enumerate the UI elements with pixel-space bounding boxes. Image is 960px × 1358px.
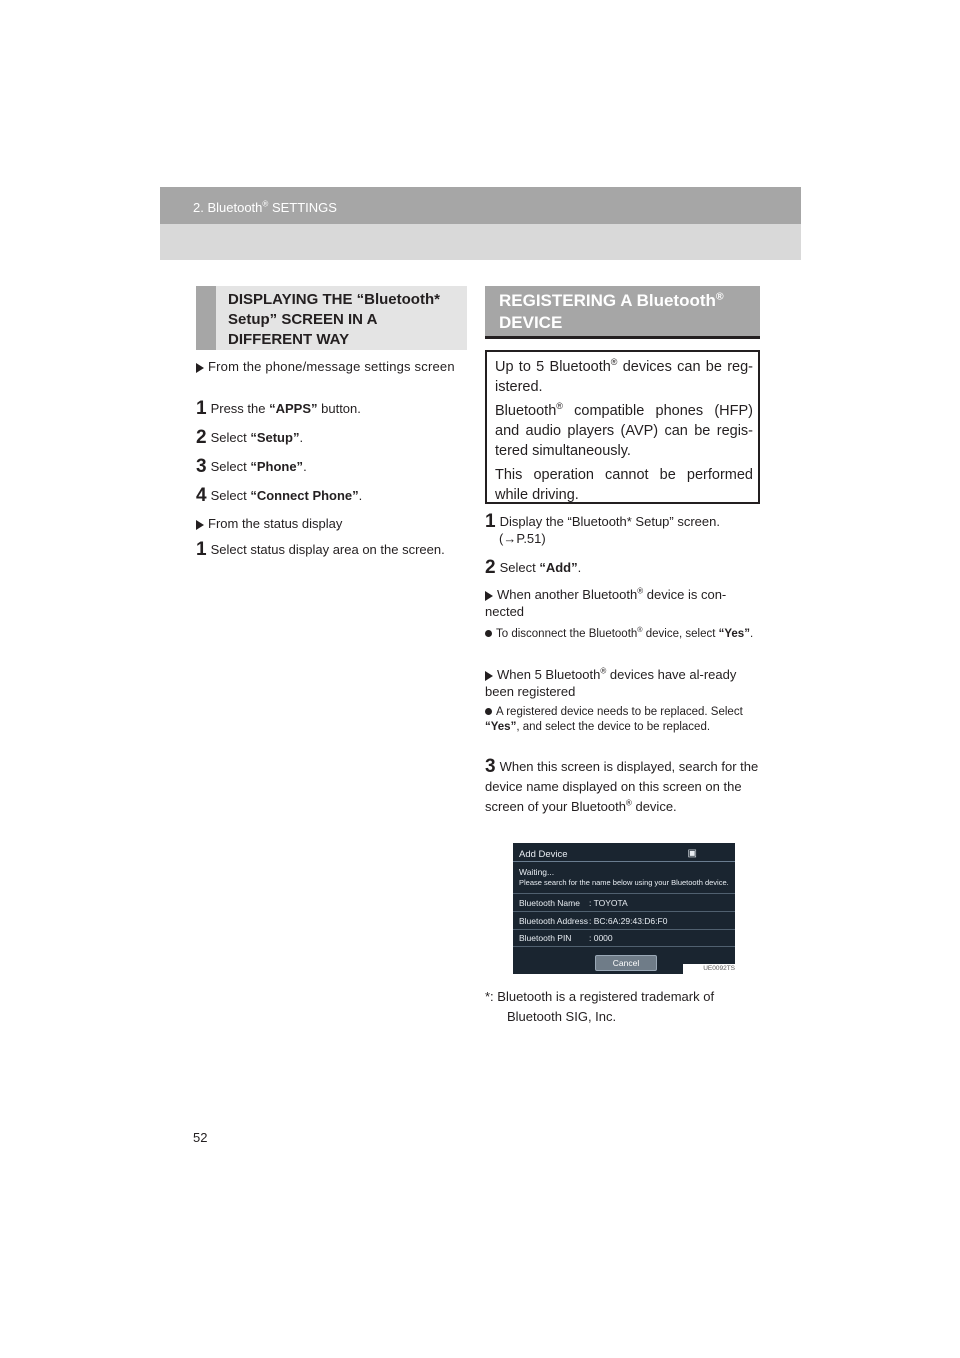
image-code: UE0092TS: [683, 964, 735, 974]
screen-instruction: Please search for the name below using your Bluetooth device.: [519, 878, 729, 887]
row-label: Bluetooth Address: [519, 916, 588, 926]
case-five-registered: When 5 Bluetooth® devices have al-ready been registered: [485, 666, 737, 699]
bullet-dot-icon: [485, 708, 492, 715]
step-status-1: 1 Select status display area on the screen.: [196, 539, 445, 560]
triangle-arrow-icon: [485, 591, 493, 601]
subheading-phone-settings: From the phone/message settings screen: [196, 358, 467, 375]
right-step-3: 3 When this screen is displayed, search for the device name displayed on this screen on the screen of your Bluetooth® device.: [485, 756, 759, 814]
section-header: 2. Bluetooth® SETTINGS: [193, 199, 337, 215]
info-note-box: [485, 350, 760, 504]
step-1: 1 Press the “APPS” button.: [196, 398, 361, 419]
row-label: Bluetooth Name: [519, 898, 580, 908]
bullet-dot-icon: [485, 630, 492, 637]
case-another-device: When another Bluetooth® device is con-nected: [485, 586, 727, 619]
cancel-button[interactable]: Cancel: [595, 955, 657, 971]
right-step-2: 2 Select “Add”.: [485, 557, 582, 578]
triangle-arrow-icon: [485, 671, 493, 681]
left-section-title: DISPLAYING THE “Bluetooth* Setup” SCREEN IN A DIFFERENT WAY: [228, 291, 440, 348]
triangle-arrow-icon: [196, 363, 204, 373]
page-number: 52: [193, 1130, 208, 1145]
screen-title: Add Device: [519, 849, 568, 860]
add-device-screenshot: [513, 843, 735, 974]
row-value: : TOYOTA: [589, 898, 628, 908]
bullet-disconnect: To disconnect the Bluetooth® device, select “Yes”.: [485, 627, 760, 642]
step-3: 3 Select “Phone”.: [196, 456, 307, 477]
step-2: 2 Select “Setup”.: [196, 427, 304, 448]
note-paragraph: This operation cannot be performed while driving.: [495, 467, 753, 503]
footnote: *: Bluetooth is a registered trademark of Bluetooth SIG, Inc.: [485, 989, 715, 1024]
right-section-title: REGISTERING A Bluetooth® DEVICE: [499, 290, 724, 332]
subheading-status-display: From the status display: [196, 515, 342, 532]
screen-waiting: Waiting...: [519, 867, 555, 877]
header-band-lower: [160, 224, 801, 260]
right-step-1: 1 Display the “Bluetooth* Setup” screen. (→P.51): [485, 511, 720, 546]
triangle-arrow-icon: [196, 520, 204, 530]
row-value: : 0000: [589, 933, 613, 943]
note-paragraph: Bluetooth® compatible phones (HFP) and audio players (AVP) can be regis-tered simultaneously.: [495, 401, 753, 459]
note-paragraph: Up to 5 Bluetooth® devices can be reg-istered.: [495, 357, 753, 395]
lock-icon: ▣: [687, 848, 697, 859]
row-value: : BC:6A:29:43:D6:F0: [589, 916, 668, 926]
step-4: 4 Select “Connect Phone”.: [196, 485, 363, 506]
left-title-bar: [196, 286, 216, 350]
bullet-replace: A registered device needs to be replaced. Select “Yes”, and select the device to be replaced.: [485, 706, 743, 733]
row-label: Bluetooth PIN: [519, 933, 572, 943]
